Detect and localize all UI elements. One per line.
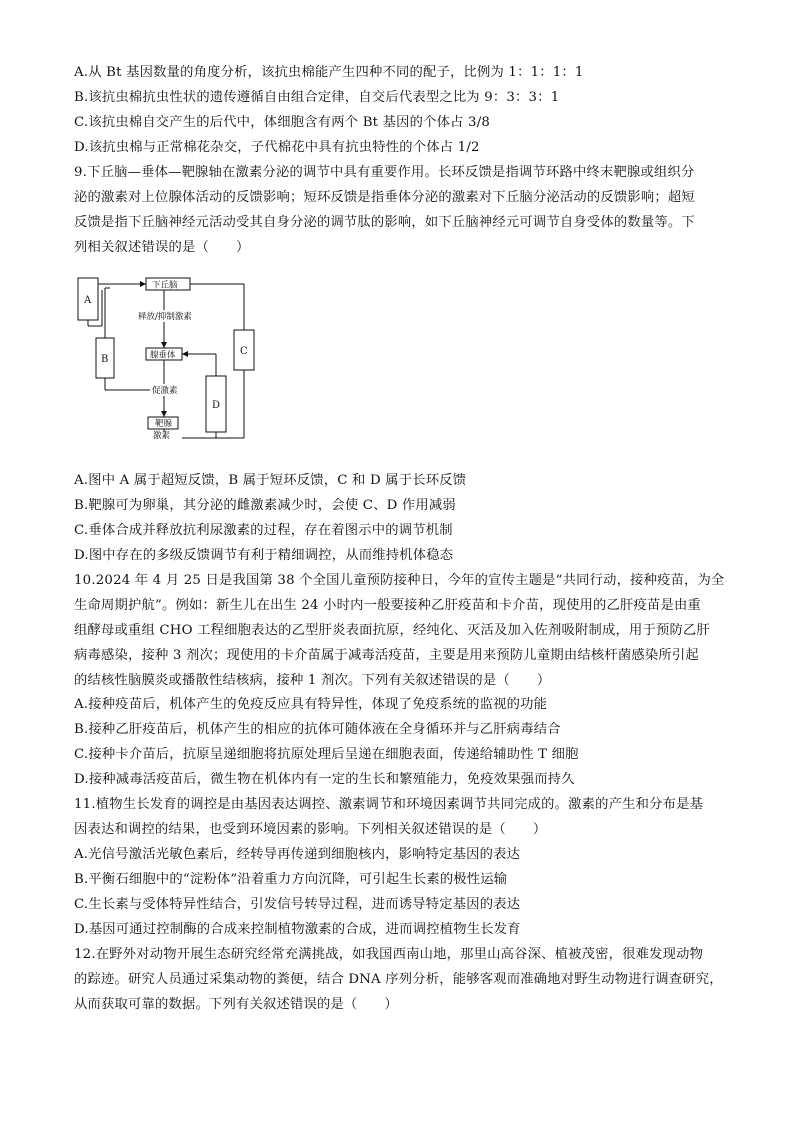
feedback-diagram	[68, 270, 268, 440]
q8-option-d: D.该抗虫棉与正常棉花杂交，子代棉花中具有抗虫特性的个体占 1/2	[74, 140, 480, 155]
q9-stem-line: 9.下丘脑—垂体—靶腺轴在激素分泌的调节中具有重要作用。长环反馈是指调节环路中终末靶腺或组织分	[74, 165, 695, 180]
label-a: A	[84, 295, 92, 306]
q11-option-a: A.光信号激活光敏色素后，经转导再传递到细胞核内，影响特定基因的表达	[74, 847, 521, 862]
label-d: D	[212, 400, 221, 411]
q11-option-b: B.平衡石细胞中的“淀粉体”沿着重力方向沉降，可引起生长素的极性运输	[74, 872, 508, 887]
q10-option-b: B.接种乙肝疫苗后，机体产生的相应的抗体可随体液在全身循环并与乙肝病毒结合	[74, 722, 561, 737]
q10-stem-line: 病毒感染，接种 3 剂次；现使用的卡介苗属于减毒活疫苗，主要是用来预防儿童期由结核杆菌感染所引起	[74, 648, 699, 663]
release-hormone-label: 释放/抑制激素	[138, 312, 192, 322]
target-gland-label: 靶腺	[155, 419, 173, 429]
q10-stem-line: 10.2024 年 4 月 25 日是我国第 38 个全国儿童预防接种日，今年的宣传主题是“共同行动，接种疫苗，为全	[74, 573, 725, 588]
q9-option-d: D.图中存在的多级反馈调节有利于精细调控，从而维持机体稳态	[74, 548, 454, 563]
q9-option-c: C.垂体合成并释放抗利尿激素的过程，存在着图示中的调节机制	[74, 523, 453, 538]
q9-option-b: B.靶腺可为卵巢，其分泌的雌激素减少时，会使 C、D 作用减弱	[74, 498, 456, 513]
q11-option-d: D.基因可通过控制酶的合成来控制植物激素的合成，进而调控植物生长发育	[74, 922, 521, 937]
q9-stem-line: 反馈是指下丘脑神经元活动受其自身分泌的调节肽的影响，如下丘脑神经元可调节自身受体的数量等。下	[74, 215, 695, 230]
q10-option-a: A.接种疫苗后，机体产生的免疫反应具有特异性，体现了免疫系统的监视的功能	[74, 697, 548, 712]
q8-option-b: B.该抗虫棉抗虫性状的遗传遵循自由组合定律，自交后代表型之比为 9：3：3：1	[74, 90, 560, 105]
q12-stem-line: 从而获取可靠的数据。下列有关叙述错误的是（ ）	[74, 997, 398, 1012]
q9-stem-line: 列相关叙述错误的是（ ）	[74, 240, 250, 255]
tropic-hormone-label: 促激素	[152, 386, 178, 396]
q11-stem-line: 因表达和调控的结果，也受到环境因素的影响。下列相关叙述错误的是（ ）	[74, 822, 547, 837]
q8-option-c: C.该抗虫棉自交产生的后代中，体细胞含有两个 Bt 基因的个体占 3/8	[74, 115, 491, 130]
q10-option-d: D.接种减毒活疫苗后，微生物在机体内有一定的生长和繁殖能力，免疫效果强而持久	[74, 772, 575, 787]
q10-option-c: C.接种卡介苗后，抗原呈递细胞将抗原处理后呈递在细胞表面，传递给辅助性 T 细胞	[74, 747, 579, 762]
q10-stem-line: 生命周期护航”。例如：新生儿在出生 24 小时内一般要接种乙肝疫苗和卡介苗，现使用的乙肝疫苗是由重	[74, 598, 702, 613]
q9-option-a: A.图中 A 属于超短反馈，B 属于短环反馈，C 和 D 属于长环反馈	[74, 473, 467, 488]
q12-stem-line: 的踪迹。研究人员通过采集动物的粪便，结合 DNA 序列分析，能够客观而准确地对野生动物进行调查研究，	[74, 972, 723, 987]
q8-option-a: A.从 Bt 基因数量的角度分析，该抗虫棉能产生四种不同的配子，比例为 1：1：1：1	[74, 65, 584, 80]
label-b: B	[101, 354, 109, 365]
q10-stem-line: 组酵母或重组 CHO 工程细胞表达的乙型肝炎表面抗原，经纯化、灭活及加入佐剂吸附制成，用于预防乙肝	[74, 623, 710, 638]
q11-option-c: C.生长素与受体特异性结合，引发信号转导过程，进而诱导特定基因的表达	[74, 897, 521, 912]
hypothalamus-label: 下丘脑	[152, 280, 178, 291]
q9-stem-line: 泌的激素对上位腺体活动的反馈影响；短环反馈是指垂体分泌的激素对下丘脑分泌活动的反馈影响；超短	[74, 190, 695, 205]
q11-stem-line: 11.植物生长发育的调控是由基因表达调控、激素调节和环境因素调节共同完成的。激素的产生和分布是基	[74, 797, 704, 812]
pituitary-label: 腺垂体	[150, 350, 176, 361]
hormone-label: 激素	[153, 431, 171, 440]
label-c: C	[240, 346, 248, 357]
q12-stem-line: 12.在野外对动物开展生态研究经常充满挑战，如我国西南山地，那里山高谷深、植被茂密，很难发现动物	[74, 947, 704, 962]
q10-stem-line: 的结核性脑膜炎或播散性结核病，接种 1 剂次。下列有关叙述错误的是（ ）	[74, 673, 551, 688]
